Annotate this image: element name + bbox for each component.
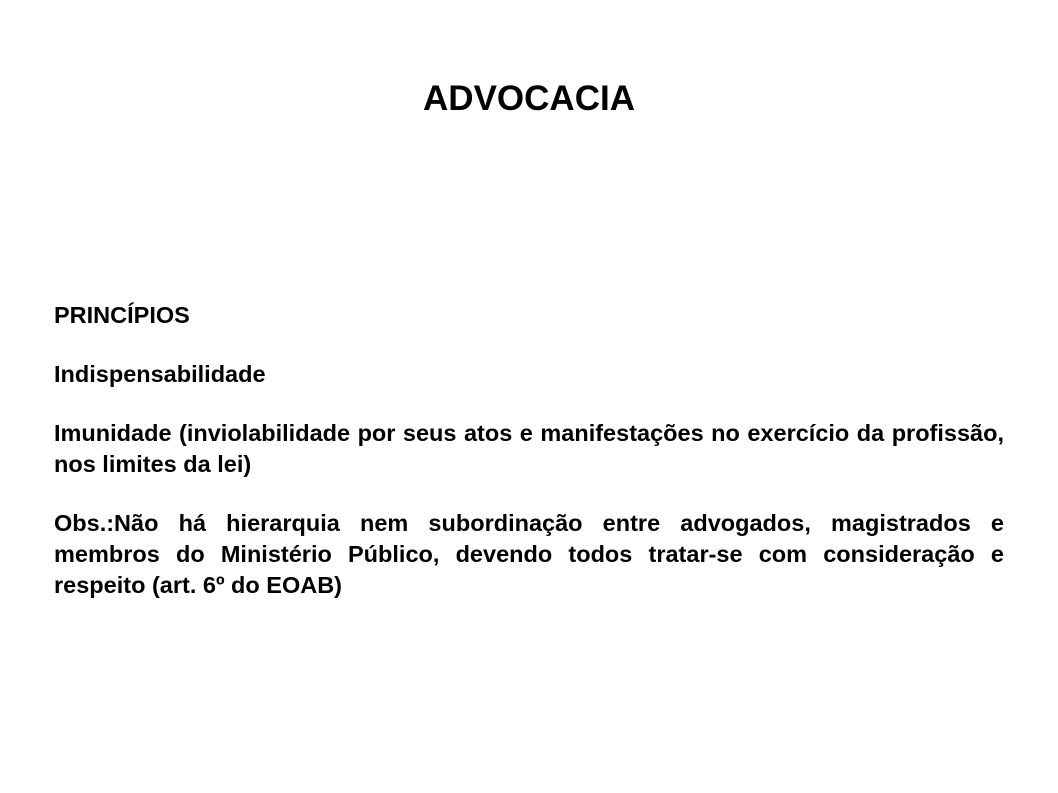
principle-imunidade: Imunidade (inviolabilidade por seus atos e manifestações no exercício da profissão, nos limites da lei) [54,420,1004,477]
section-heading: PRINCÍPIOS [54,302,190,328]
observation-note: Obs.:Não há hierarquia nem subordinação entre advogados, magistrados e membros do Ministério Público, devendo todos tratar-se com consideração e respeito (art. 6º do EOAB) [54,510,1004,598]
slide-content [54,300,1004,601]
slide-title: ADVOCACIA [423,79,635,118]
principle-indispensabilidade: Indispensabilidade [54,361,266,387]
